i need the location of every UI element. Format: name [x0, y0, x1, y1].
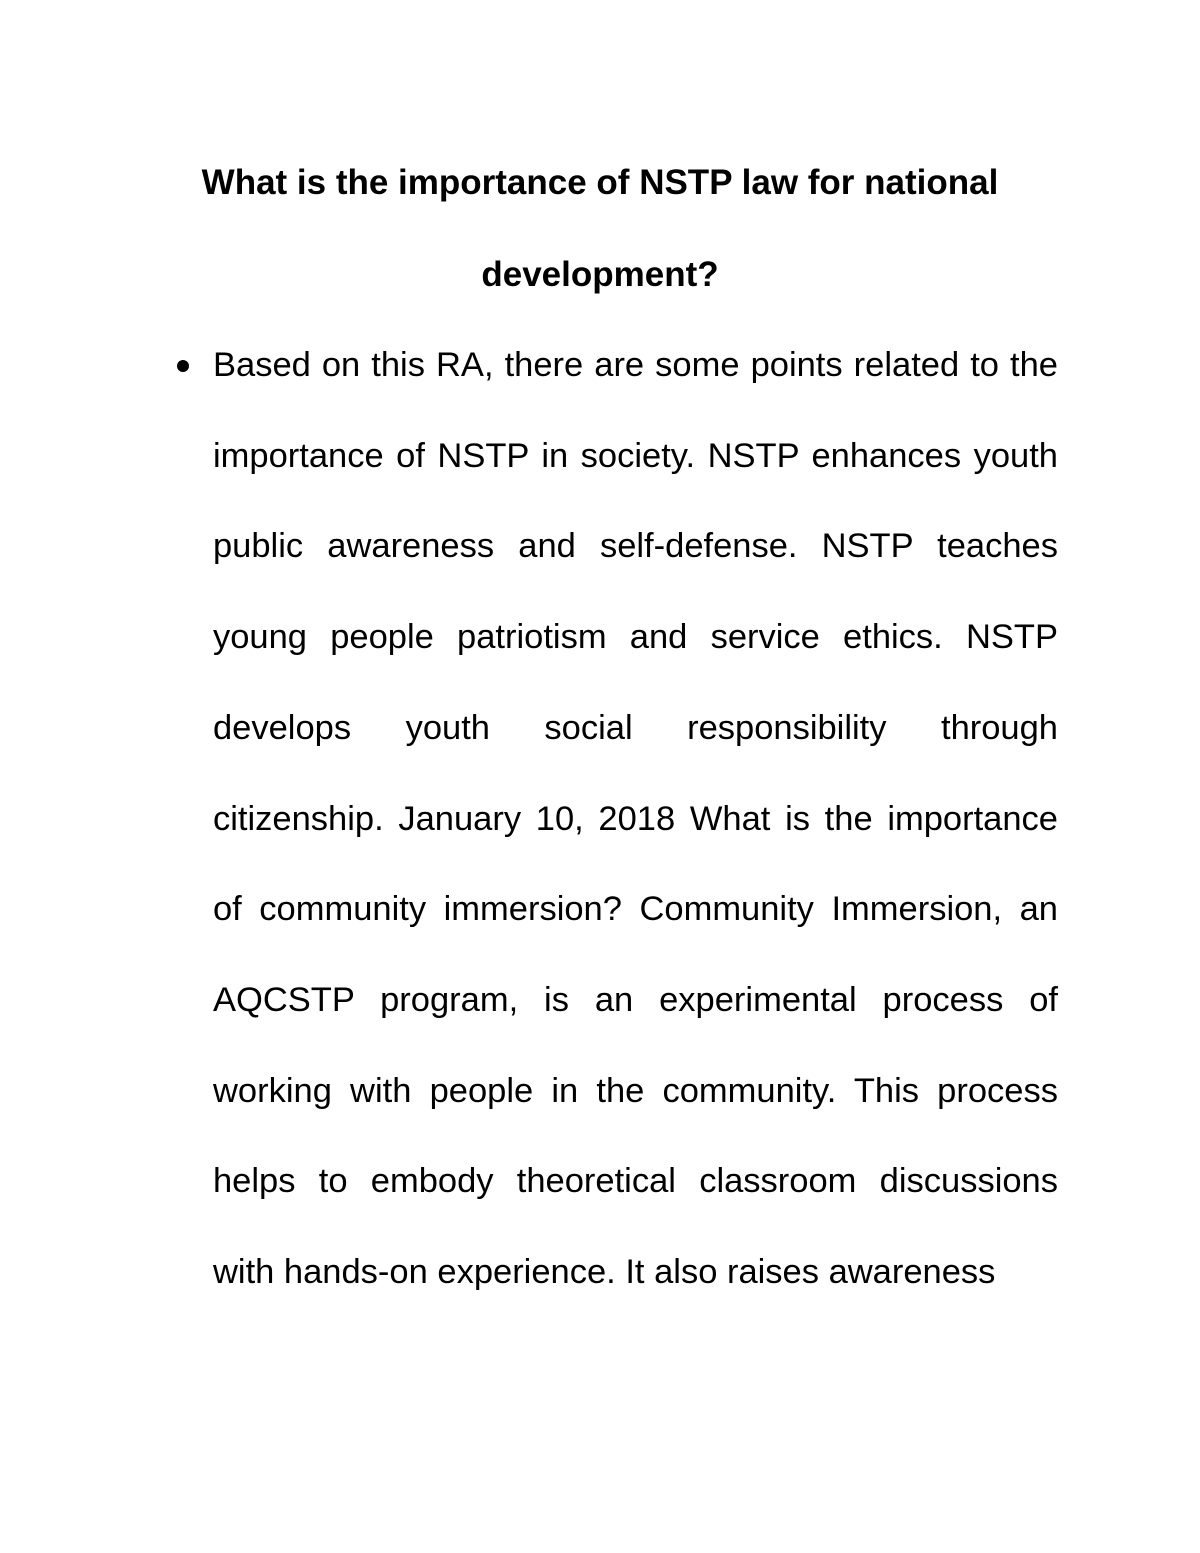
- bullet-dot-icon: [177, 360, 189, 372]
- title-line-1: What is the importance of NSTP law for national: [201, 163, 999, 202]
- bullet-paragraph: Based on this RA, there are some points related to the importance of NSTP in society. NSTP enhances youth public awareness and self-defense. NSTP teaches young people patriotism and service ethics. NSTP develops youth social responsibility through citizenship. January 10, 2018 What is the importance of community immersion? Community Immersion, an AQCSTP program, is an experimental process of working with people in the community. This process helps to embody theoretical classroom discussions with hands-on experience. It also raises awareness: [213, 346, 1058, 1292]
- title-line-2: development?: [481, 255, 719, 294]
- page-title: [140, 137, 1060, 321]
